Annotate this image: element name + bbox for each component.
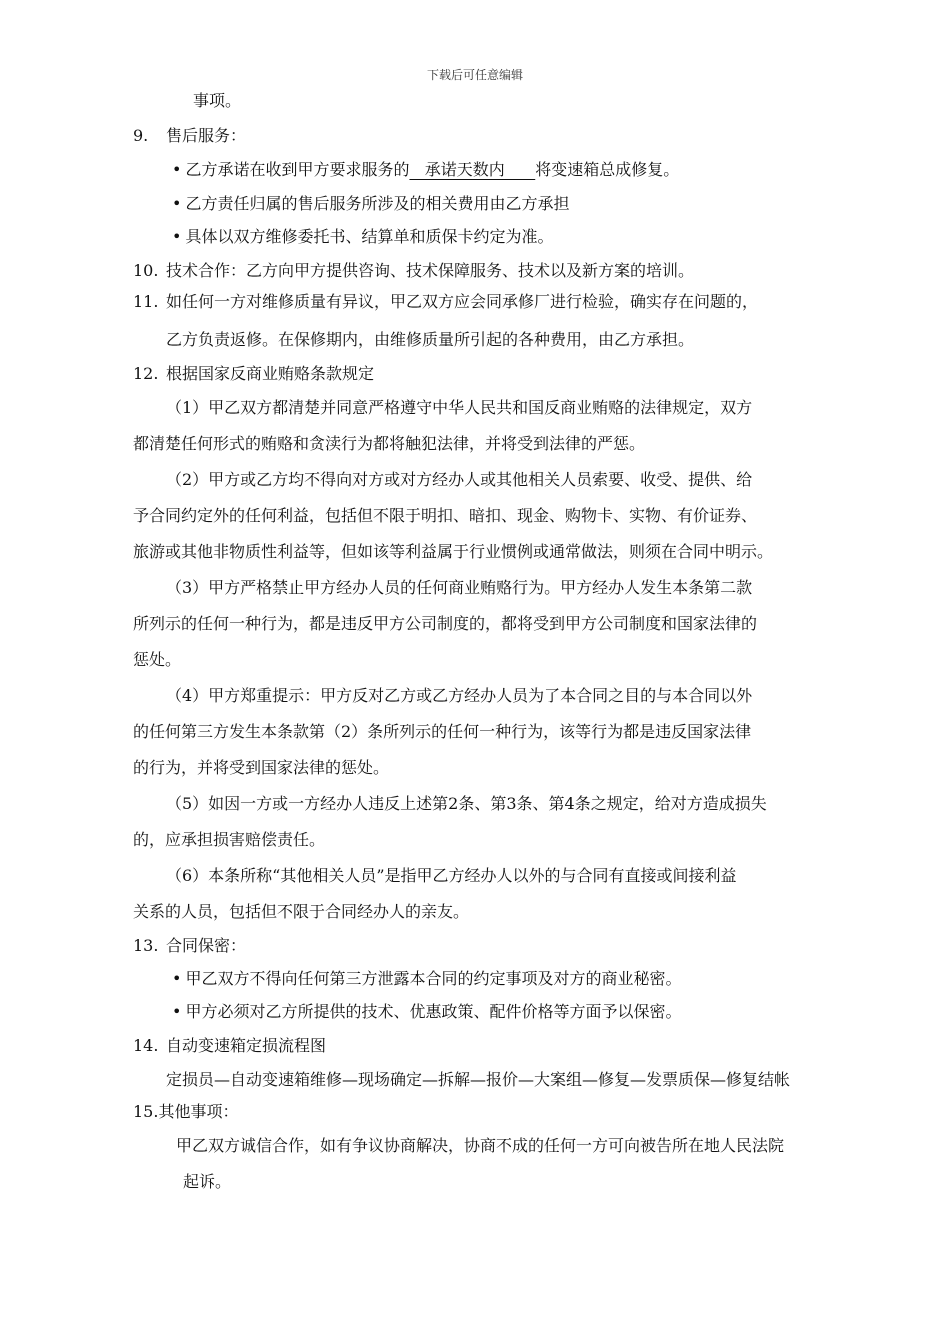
bullet-text: 将变速箱总成修复。: [535, 160, 680, 179]
clause-4-line-2: 的任何第三方发生本条款第（2）条所列示的任何一种行为，该等行为都是违反国家法律: [133, 722, 752, 741]
section-number: 11.: [133, 292, 159, 311]
bullet-icon: •: [172, 969, 182, 988]
clause-5-line-2: 的，应承担损害赔偿责任。: [133, 830, 326, 849]
section-10: [133, 261, 694, 281]
clause-6-line-2: 关系的人员，包括但不限于合同经办人的亲友。: [133, 902, 470, 921]
clause-3-line-3: 惩处。: [133, 650, 182, 669]
bullet-icon: •: [172, 227, 182, 246]
bullet-text: 乙方承诺在收到甲方要求服务的: [185, 160, 410, 179]
section-number: 13.: [133, 936, 159, 955]
section-9-bullet-1: [172, 160, 679, 180]
clause-4-line-3: 的行为，并将受到国家法律的惩处。: [133, 758, 390, 777]
section-11-continuation: 乙方负责返修。在保修期内，由维修质量所引起的各种费用，由乙方承担。: [166, 330, 695, 349]
bullet-text: 具体以双方维修委托书、结算单和质保卡约定为准。: [185, 227, 554, 246]
section-number: 14.: [133, 1036, 159, 1055]
section-15-line-2: 起诉。: [183, 1172, 232, 1191]
section-9-heading: [133, 126, 246, 146]
bullet-text: 甲方必须对乙方所提供的技术、优惠政策、配件价格等方面予以保密。: [185, 1002, 682, 1021]
bullet-text: 甲乙双方不得向任何第三方泄露本合同的约定事项及对方的商业秘密。: [185, 969, 682, 988]
clause-1-line-1: （1）甲乙双方都清楚并同意严格遵守中华人民共和国反商业贿赂的法律规定，双方: [166, 398, 753, 417]
section-text: 如任何一方对维修质量有异议，甲乙双方应会同承修厂进行检验，确实存在问题的，: [166, 292, 759, 311]
clause-1-line-2: 都清楚任何形式的贿赂和贪渎行为都将触犯法律，并将受到法律的严惩。: [133, 434, 646, 453]
section-title: 售后服务：: [166, 126, 247, 145]
section-12-heading: [133, 364, 374, 384]
section-13-heading: [133, 936, 246, 956]
section-9-bullet-2: [172, 194, 569, 214]
section-number: 10.: [133, 261, 159, 280]
section-13-bullet-2: [172, 1002, 681, 1022]
clause-2-line-2: 予合同约定外的任何利益，包括但不限于明扣、暗扣、现金、购物卡、实物、有价证券、: [133, 506, 758, 525]
section-number: 9.: [133, 126, 149, 145]
section-title: 合同保密：: [166, 936, 247, 955]
section-14-heading: [133, 1036, 326, 1056]
section-15-heading: 15.其他事项：: [133, 1102, 239, 1121]
bullet-icon: •: [172, 194, 182, 213]
page-header: 下载后可任意编辑: [426, 68, 523, 82]
section-title: 根据国家反商业贿赂条款规定: [166, 364, 375, 383]
section-11: [133, 292, 758, 312]
section-15-line-1: 甲乙双方诚信合作，如有争议协商解决，协商不成的任何一方可向被告所在地人民法院: [176, 1136, 785, 1155]
continuation-text: 事项。: [193, 91, 242, 110]
section-title: 自动变速箱定损流程图: [166, 1036, 327, 1055]
bullet-icon: •: [172, 160, 182, 179]
clause-6-line-1: （6）本条所称“其他相关人员”是指甲乙方经办人以外的与合同有直接或间接利益: [166, 866, 737, 885]
clause-4-line-1: （4）甲方郑重提示：甲方反对乙方或乙方经办人员为了本合同之目的与本合同以外: [166, 686, 753, 705]
section-text: 技术合作：乙方向甲方提供咨询、技术保障服务、技术以及新方案的培训。: [166, 261, 695, 280]
clause-2-line-1: （2）甲方或乙方均不得向对方或对方经办人或其他相关人员索要、收受、提供、给: [166, 470, 753, 489]
section-number: 12.: [133, 364, 159, 383]
clause-2-line-3: 旅游或其他非物质性利益等，但如该等利益属于行业惯例或通常做法，则须在合同中明示。: [133, 542, 774, 561]
section-9-bullet-3: [172, 227, 553, 247]
bullet-text: 乙方责任归属的售后服务所涉及的相关费用由乙方承担: [185, 194, 570, 213]
loss-assessment-flow: 定损员—自动变速箱维修—现场确定—拆解—报价—大案组—修复—发票质保—修复结帐: [166, 1070, 791, 1089]
bullet-icon: •: [172, 1002, 182, 1021]
clause-3-line-2: 所列示的任何一种行为，都是违反甲方公司制度的，都将受到甲方公司制度和国家法律的: [133, 614, 758, 633]
section-13-bullet-1: [172, 969, 681, 989]
fill-in-blank: 承诺天数内: [409, 160, 536, 179]
clause-3-line-1: （3）甲方严格禁止甲方经办人员的任何商业贿赂行为。甲方经办人发生本条第二款: [166, 578, 753, 597]
clause-5-line-1: （5）如因一方或一方经办人违反上述第2条、第3条、第4条之规定，给对方造成损失: [166, 794, 767, 813]
